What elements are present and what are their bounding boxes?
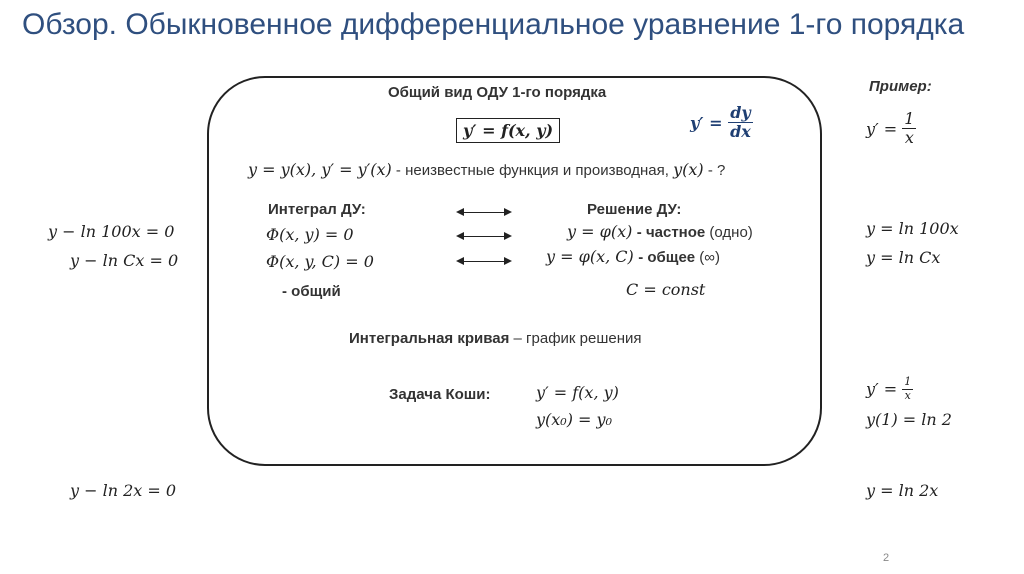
- page-number: 2: [883, 552, 890, 564]
- derivative-definition: y′ = $\frac{dy}{dx}$: [690, 103, 751, 142]
- example-label: Пример:: [869, 78, 932, 95]
- general-equation: y′ = f(x, y): [456, 118, 560, 143]
- cauchy-condition: y(x₀) = y₀: [536, 410, 612, 429]
- integral-general: Φ(x, y, C) = 0: [266, 252, 374, 271]
- example-equation: y′ = $\frac{1}{x}$: [866, 109, 915, 148]
- cauchy-label: Задача Коши:: [389, 386, 491, 403]
- double-arrow-3: [458, 261, 510, 262]
- integral-label: Интеграл ДУ:: [268, 201, 366, 218]
- left-equation-1: y − ln 100x = 0: [48, 222, 175, 241]
- solution-particular: y = φ(x) - частное (одно): [567, 222, 753, 241]
- cauchy-equation: y′ = f(x, y): [536, 383, 619, 402]
- integral-particular: Φ(x, y) = 0: [266, 225, 354, 244]
- solution-general: y = φ(x, C) - общее (∞): [546, 247, 720, 266]
- right-equation-3: y = ln 2x: [866, 481, 939, 500]
- right-equation-1: y = ln 100x: [866, 219, 959, 238]
- page-title: Обзор. Обыкновенное дифференциальное уравнение 1-го порядка: [22, 8, 965, 41]
- double-arrow-1: [458, 212, 510, 213]
- solution-label: Решение ДУ:: [587, 201, 682, 218]
- general-form-heading: Общий вид ОДУ 1-го порядка: [388, 84, 607, 101]
- constant: C = const: [626, 280, 706, 299]
- integral-general-note: - общий: [282, 283, 341, 300]
- double-arrow-2: [458, 236, 510, 237]
- unknowns-line: y = y(x), y′ = y′(x) - неизвестные функция и производная, y(x) - ?: [248, 160, 726, 179]
- left-equation-3: y − ln 2x = 0: [70, 481, 177, 500]
- right-cauchy-condition: y(1) = ln 2: [866, 410, 952, 429]
- left-equation-2: y − ln Cx = 0: [70, 251, 179, 270]
- integral-curve-line: Интегральная кривая – график решения: [349, 330, 642, 347]
- right-equation-2: y = ln Cx: [866, 248, 941, 267]
- right-cauchy-equation: y′ = $\frac{1}{x}$: [866, 375, 912, 402]
